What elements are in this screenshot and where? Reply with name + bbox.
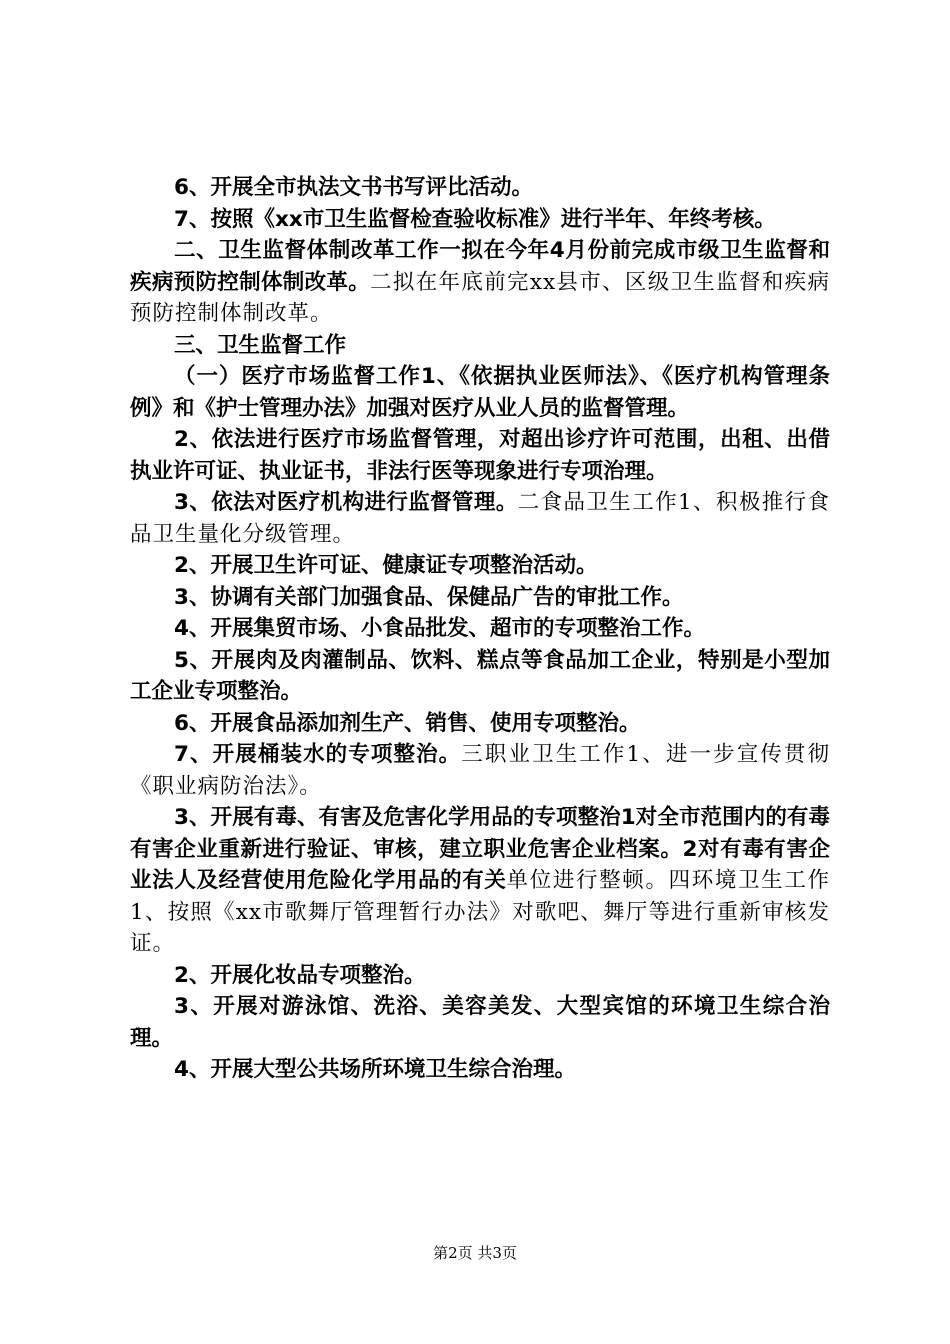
paragraph-text-light: 二拟在年底前完xx县市、区级卫生监督和疾病预防控制体制改革。 <box>130 269 830 326</box>
paragraph-text: 2、开展卫生许可证、健康证专项整治活动。 <box>174 553 598 578</box>
paragraph <box>130 424 830 487</box>
paragraph-text-light: 单位进行整顿。四环境卫生工作1、按照《xx市歌舞厅管理暂行办法》对歌吧、舞厅等进行重新审核发证。 <box>130 868 830 956</box>
paragraph-text: 6、开展食品添加剂生产、销售、使用专项整治。 <box>174 710 641 736</box>
paragraph <box>130 330 830 362</box>
paragraph <box>130 991 830 1054</box>
paragraph <box>130 1054 830 1086</box>
page-footer <box>0 1242 950 1263</box>
paragraph <box>130 361 830 424</box>
paragraph <box>130 613 830 645</box>
paragraph-text: 4、开展集贸市场、小食品批发、超市的专项整治工作。 <box>174 616 705 641</box>
paragraph-text-light: 二食品卫生工作1、积极推行食品卫生量化分级管理。 <box>130 490 830 547</box>
paragraph-text: 3、依法对医疗机构进行监督管理。 <box>174 490 518 515</box>
paragraph-text: 2、开展化妆品专项整治。 <box>174 962 426 988</box>
paragraph-text: 3、开展对游泳馆、洗浴、美容美发、大型宾馆的环境卫生综合治理。 <box>130 994 830 1051</box>
paragraph-text: 6、开展全市执法文书书写评比活动。 <box>174 175 533 200</box>
paragraph <box>130 645 830 708</box>
paragraph <box>130 708 830 740</box>
paragraph <box>130 235 830 330</box>
paragraph-text-light: 三职业卫生工作1、进一步宣传贯彻《职业病防治法》。 <box>130 742 831 799</box>
paragraph-text: 3、开展有毒、有害及危害化学用品的专项整治1对全市范围内的有毒有害企业重新进行验证、审核，建立职业危害企业档案。2对有毒有害企业法人及经营使用危险化学用品的有关 <box>130 805 830 893</box>
paragraph <box>130 802 830 960</box>
paragraph-text: 三、卫生监督工作 <box>174 332 347 358</box>
paragraph <box>130 550 830 582</box>
paragraph-text: 4、开展大型公共场所环境卫生综合治理。 <box>174 1057 576 1082</box>
paragraph-text: 二、卫生监督体制改革工作一拟在今年4月份前完成市级卫生监督和疾病预防控制体制改革。 <box>130 238 830 295</box>
paragraph <box>130 204 830 236</box>
paragraph-text: （一）医疗市场监督工作1、《依据执业医师法》、《医疗机构管理条例》和《护士管理办法》加强对医疗从业人员的监督管理。 <box>130 364 830 421</box>
paragraph <box>130 960 830 992</box>
paragraph-text: 7、开展桶装水的专项整治。 <box>174 742 462 767</box>
paragraph-text: 7、按照《xx市卫生监督检查验收标准》进行半年、年终考核。 <box>174 206 776 232</box>
paragraph <box>130 172 830 204</box>
paragraph-text: 5、开展肉及肉灌制品、饮料、糕点等食品加工企业，特别是小型加工企业专项整治。 <box>130 647 830 704</box>
paragraph-text: 2、依法进行医疗市场监督管理，对超出诊疗许可范围，出租、出借执业许可证、执业证书，非法行医等现象进行专项治理。 <box>130 427 830 484</box>
paragraph <box>130 487 830 550</box>
document-body <box>130 172 830 1086</box>
paragraph <box>130 739 830 802</box>
page-number-label: 第2页 共3页 <box>433 1244 517 1262</box>
paragraph <box>130 582 830 614</box>
paragraph-text: 3、协调有关部门加强食品、保健品广告的审批工作。 <box>174 584 684 610</box>
